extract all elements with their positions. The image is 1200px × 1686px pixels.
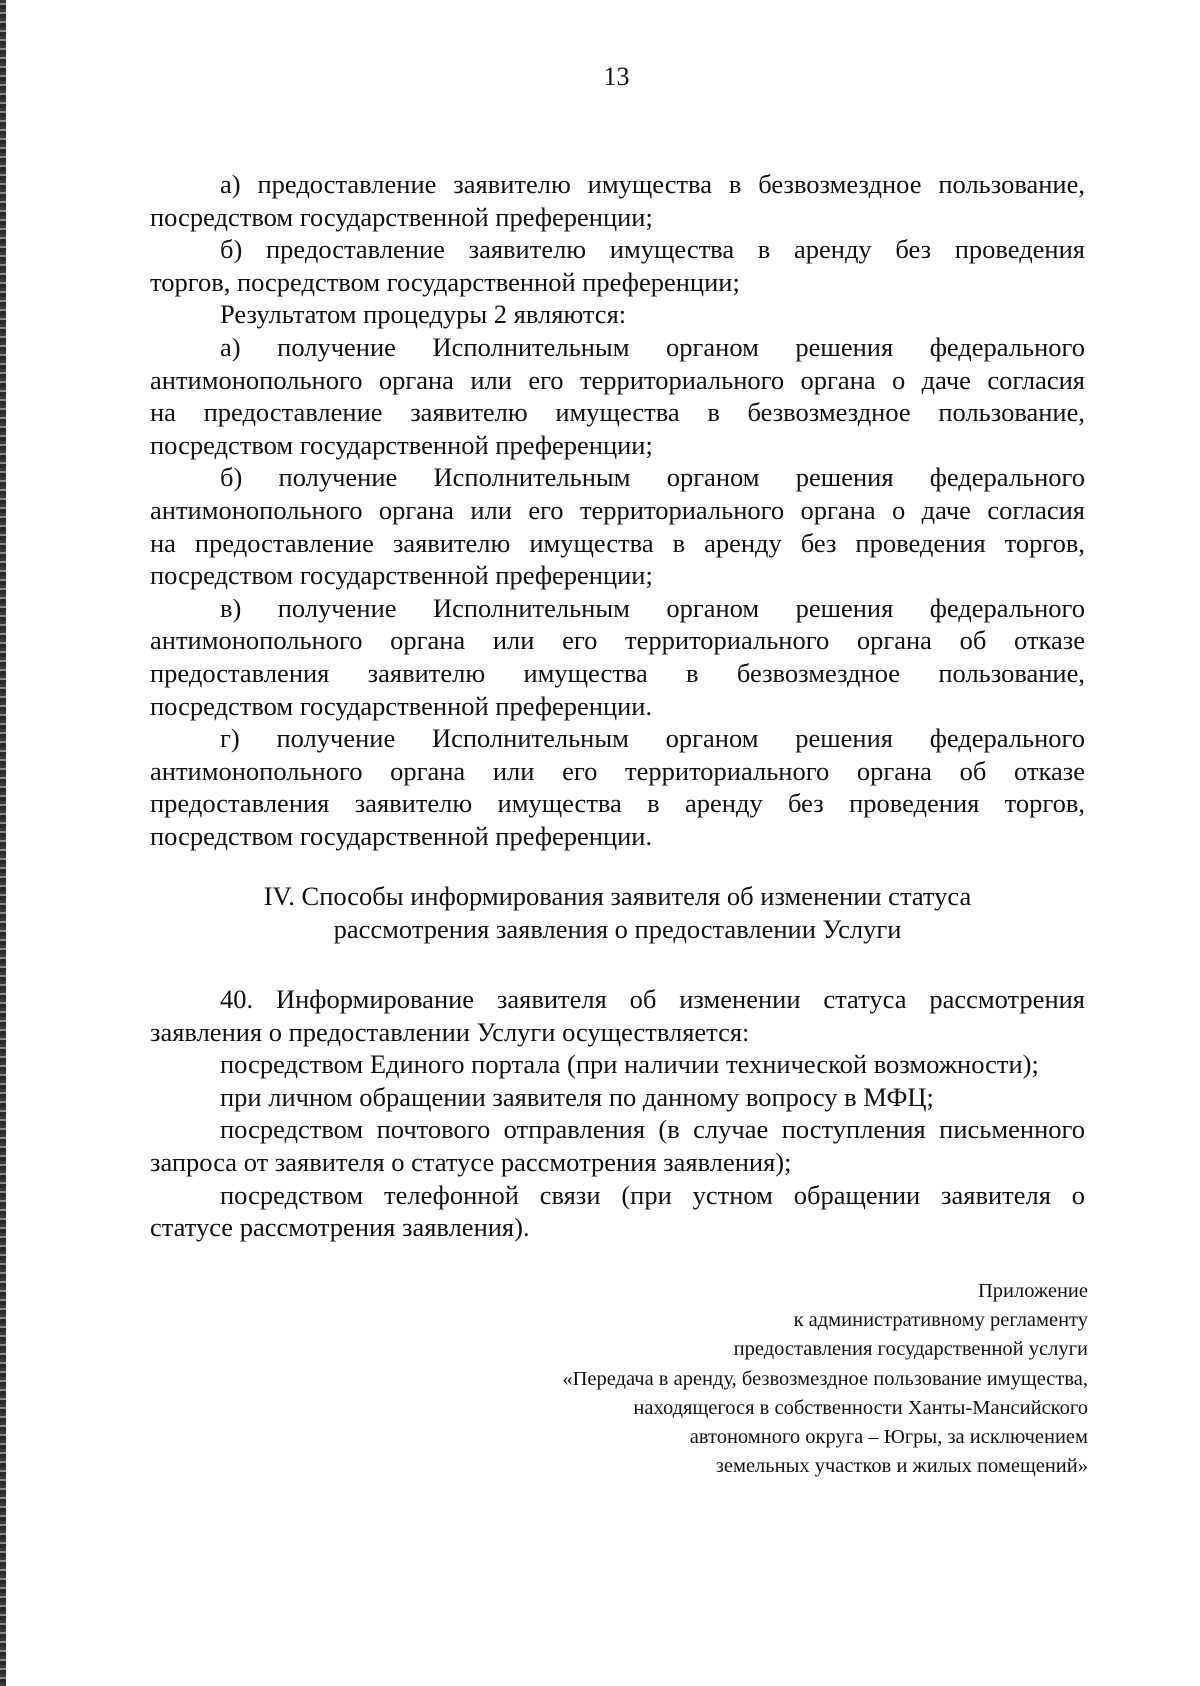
result-v-line-1: в) получение Исполнительным органом решения федерального [220,592,1085,623]
appendix-line-6: автономного округа – Югры, за исключением [689,1426,1088,1449]
method-phone-line-2: статусе рассмотрения заявления). [150,1212,530,1243]
page-number: 13 [603,62,630,91]
method-post-line-2: запроса от заявителя о статусе рассмотрения заявления); [150,1146,792,1177]
result-b-line-3: на предоставление заявителю имущества в аренду без проведения торгов, [150,527,1085,558]
section-heading [150,880,1085,946]
appendix-line-3: предоставления государственной услуги [733,1338,1088,1361]
result-g-line-4: посредством государственной преференции. [150,820,653,851]
result-b-line-1: б) получение Исполнительным органом решения федерального [220,462,1085,493]
appendix-line-7: земельных участков и жилых помещений» [715,1455,1088,1478]
result-v-line-3: предоставления заявителю имущества в безвозмездное пользование, [150,657,1085,688]
result-g-line-1: г) получение Исполнительным органом решения федерального [220,723,1085,754]
method-mfc: при личном обращении заявителя по данному вопросу в МФЦ; [220,1081,934,1112]
section-heading-line-1: IV. Способы информирования заявителя об изменении статуса [263,881,972,911]
clause-40-line-2: заявления о предоставлении Услуги осуществляется: [150,1016,750,1047]
result-a-line-3: на предоставление заявителю имущества в безвозмездное пользование, [150,397,1085,428]
result-v-line-4: посредством государственной преференции. [150,690,653,721]
result-b-line-4: посредством государственной преференции; [150,560,653,591]
item-a-line-2: посредством государственной преференции; [150,201,653,232]
scan-edge-shadow [0,0,6,1686]
item-b-line-1: б) предоставление заявителю имущества в аренду без проведения [220,234,1085,265]
item-a-line-1: а) предоставление заявителю имущества в безвозмездное пользование, [220,169,1085,199]
result-a-line-2: антимонопольного органа или его территориального органа о даче согласия [150,364,1085,395]
method-post-line-1: посредством почтового отправления (в случае поступления письменного [220,1114,1085,1145]
clause-40-line-1: 40. Информирование заявителя об изменении статуса рассмотрения [220,984,1085,1014]
method-phone-line-1: посредством телефонной связи (при устном обращении заявителя о [220,1179,1085,1210]
result-g-line-2: антимонопольного органа или его территориального органа об отказе [150,755,1085,786]
result-v-line-2: антимонопольного органа или его территориального органа об отказе [150,625,1085,656]
section-heading-line-2: рассмотрения заявления о предоставлении Услуги [333,914,902,944]
section-text-block [150,983,1085,1244]
appendix-line-2: к административному регламенту [793,1309,1088,1332]
result-b-line-2: антимонопольного органа или его территориального органа о даче согласия [150,494,1085,525]
result-a-line-4: посредством государственной преференции; [150,429,653,460]
appendix-line-1: Приложение [977,1280,1088,1302]
appendix-note [562,1277,1088,1481]
body-text-block [150,168,1085,852]
appendix-line-4: «Передача в аренду, безвозмездное пользование имущества, [562,1367,1088,1390]
results-intro: Результатом процедуры 2 являются: [220,299,627,330]
appendix-line-5: находящегося в собственности Ханты-Мансийского [633,1396,1088,1419]
method-portal: посредством Единого портала (при наличии технической возможности); [220,1049,1039,1080]
result-a-line-1: а) получение Исполнительным органом решения федерального [220,331,1085,362]
result-g-line-3: предоставления заявителю имущества в аренду без проведения торгов, [150,788,1085,819]
item-b-line-2: торгов, посредством государственной преференции; [150,266,740,297]
